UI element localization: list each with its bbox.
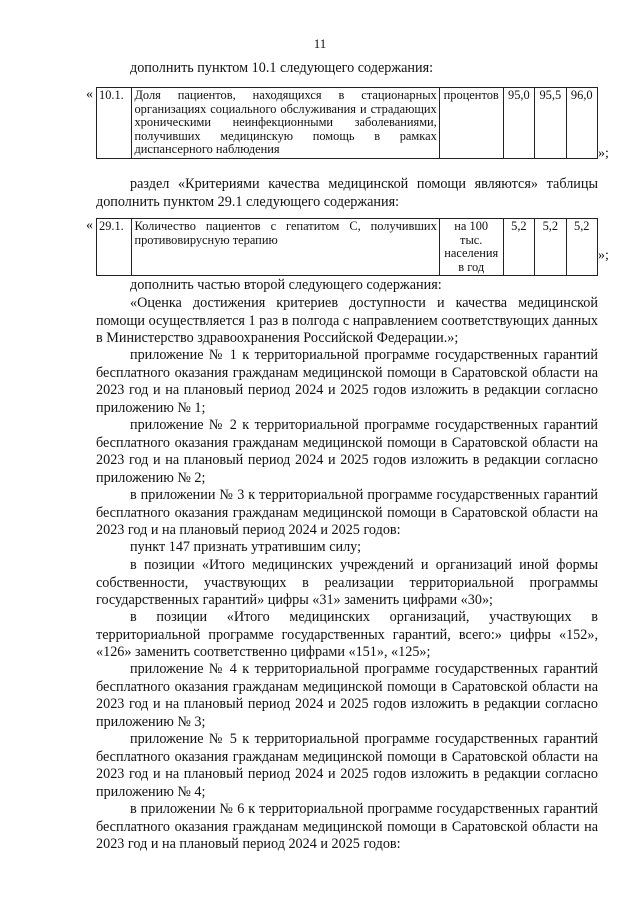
value-2024: 5,2 <box>535 219 566 276</box>
value-2024: 95,5 <box>535 88 566 159</box>
page-number: 11 <box>313 36 327 51</box>
open-quote-29-1: « <box>86 218 93 233</box>
paragraph-appendix-5: приложение № 5 к территориальной программе государственных гарантий бесплатного оказания гражданам медицинской помощи в Саратовской области на 2023 год и на плановый период 2024 и 2025 годов изложить в редакции согласно приложению № 4; <box>96 731 598 800</box>
row-unit: на 100 тыс. населения в год <box>439 219 503 276</box>
paragraph-part-two: дополнить частью второй следующего содержания: <box>130 277 442 293</box>
row-number: 29.1. <box>97 219 132 276</box>
row-unit: процентов <box>439 88 503 159</box>
paragraph-assessment: «Оценка достижения критериев доступности и качества медицинской помощи осуществляется 1 раз в полгода с направлением соответствующих данных в Министерство здравоохранения Российской Федерации.»; <box>96 295 598 346</box>
value-2025: 5,2 <box>566 219 597 276</box>
paragraph-appendix-1: приложение № 1 к территориальной программе государственных гарантий бесплатного оказания гражданам медицинской помощи в Саратовской области на 2023 год и на плановый период 2024 и 2025 годов изложить в редакции согласно приложению № 1; <box>96 347 598 416</box>
close-quote-29-1: »; <box>598 248 609 263</box>
paragraph-position-total-all: в позиции «Итого медицинских организаций, участвующих в территориальной программе государственных гарантий, всего:» цифры «152», «126» заменить соответственно цифрами «151», «125»; <box>96 609 598 660</box>
table-row-10-1 <box>96 87 598 159</box>
value-2025: 96,0 <box>566 88 597 159</box>
value-2023: 5,2 <box>503 219 534 276</box>
row-description: Доля пациентов, находящихся в стационарных организациях социального обслуживания и страдающих хроническими неинфекционными заболеваниями, получивших медицинскую помощь в рамках диспансерного наблюдения <box>132 88 439 159</box>
row-description: Количество пациентов с гепатитом С, получивших противовирусную терапию <box>132 219 439 276</box>
paragraph-appendix-3: в приложении № 3 к территориальной программе государственных гарантий бесплатного оказания гражданам медицинской помощи в Саратовской области на 2023 год и на плановый период 2024 и 2025 годов: <box>96 487 598 538</box>
close-quote-10-1: »; <box>598 146 609 161</box>
paragraph-appendix-6: в приложении № 6 к территориальной программе государственных гарантий бесплатного оказания гражданам медицинской помощи в Саратовской области на 2023 год и на плановый период 2024 и 2025 годов: <box>96 801 598 852</box>
paragraph-section-criteria: раздел «Критериями качества медицинской помощи являются» таблицы дополнить пунктом 29.1 следующего содержания: <box>96 176 598 210</box>
row-number: 10.1. <box>97 88 132 159</box>
value-2023: 95,0 <box>503 88 534 159</box>
paragraph-item-147: пункт 147 признать утратившим силу; <box>130 539 362 555</box>
open-quote-10-1: « <box>86 87 93 102</box>
paragraph-position-total-other: в позиции «Итого медицинских учреждений и организаций иной формы собственности, участвующих в реализации территориальной программы государственных гарантий» цифры «31» заменить цифрами «30»; <box>96 557 598 608</box>
paragraph-appendix-2: приложение № 2 к территориальной программе государственных гарантий бесплатного оказания гражданам медицинской помощи в Саратовской области на 2023 год и на плановый период 2024 и 2025 годов изложить в редакции согласно приложению № 2; <box>96 417 598 486</box>
table-row-29-1 <box>96 218 598 276</box>
paragraph-appendix-4: приложение № 4 к территориальной программе государственных гарантий бесплатного оказания гражданам медицинской помощи в Саратовской области на 2023 год и на плановый период 2024 и 2025 годов изложить в редакции согласно приложению № 3; <box>96 661 598 730</box>
paragraph-add-10-1: дополнить пунктом 10.1 следующего содержания: <box>130 60 434 76</box>
